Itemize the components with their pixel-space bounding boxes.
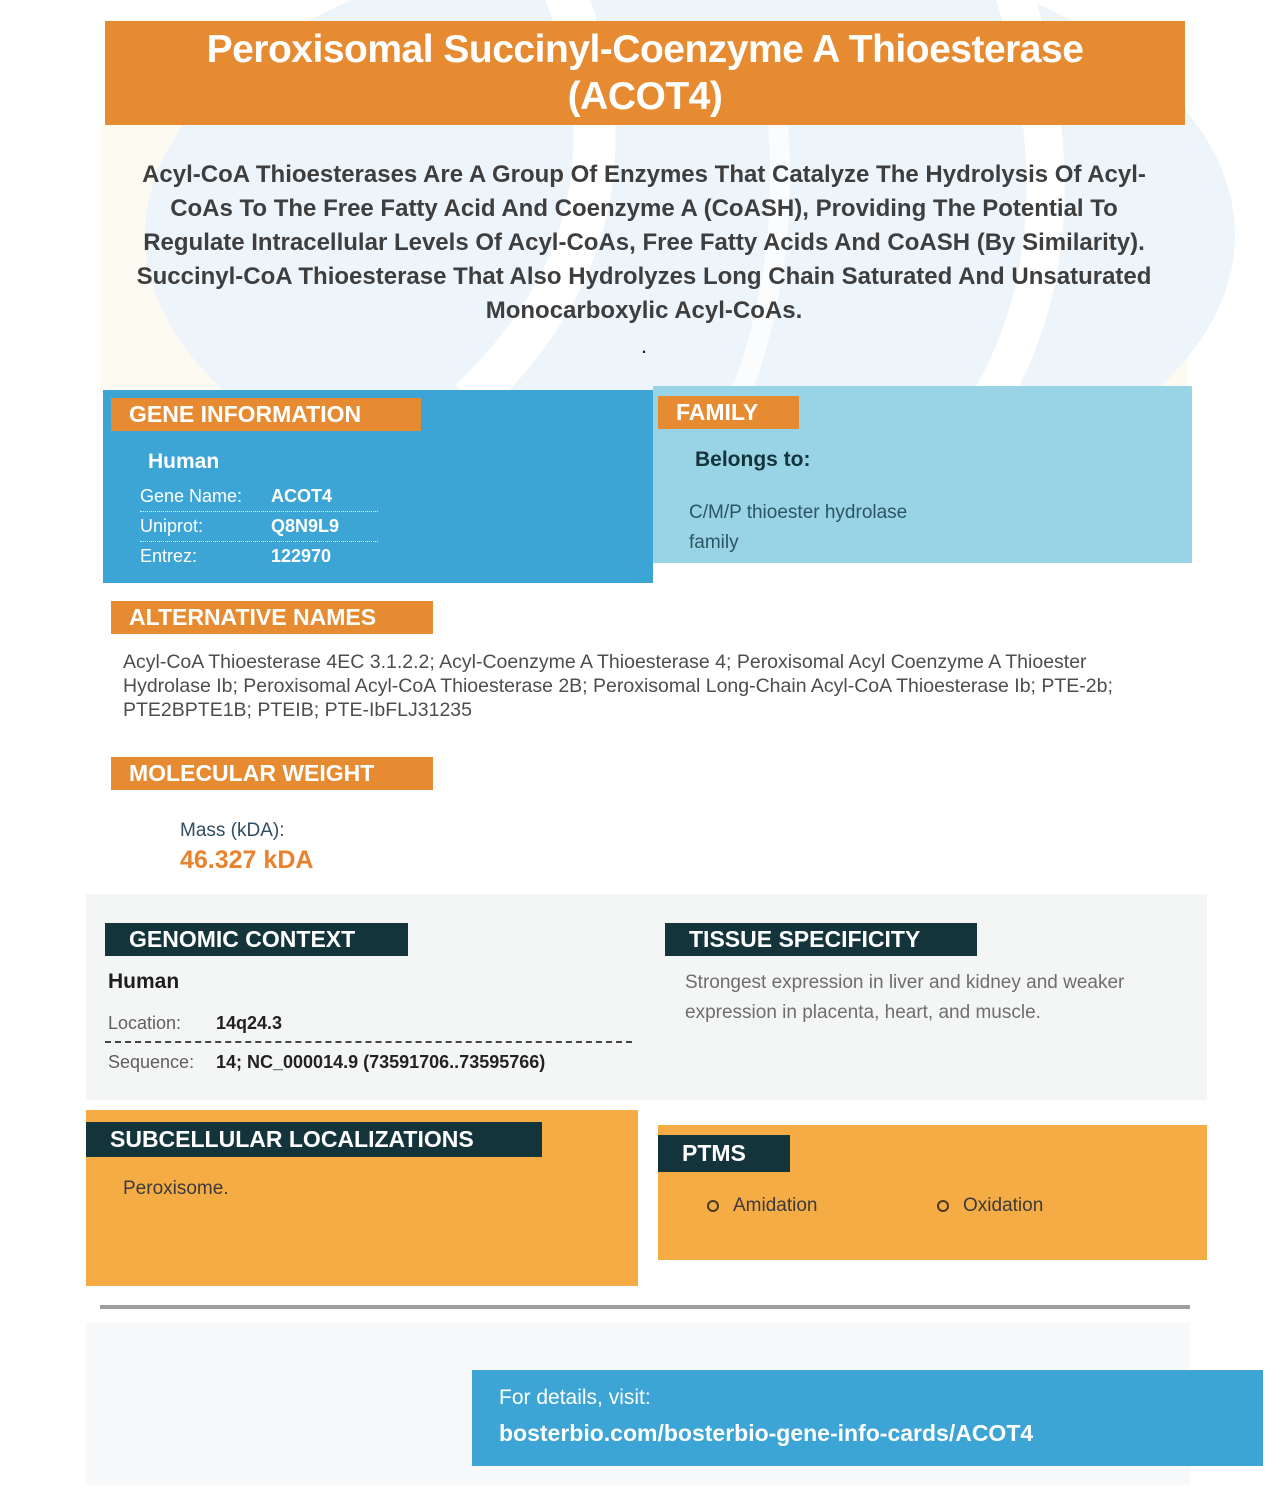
footer-prompt: For details, visit: [499, 1386, 651, 1409]
gene-name-label: Gene Name: [140, 486, 243, 506]
mass-value: 46.327 kDA [180, 846, 314, 874]
tissue-specificity-heading: TISSUE SPECIFICITY [665, 923, 977, 956]
sequence-label: Sequence: [108, 1051, 195, 1072]
page-title: Peroxisomal Succinyl-Coenzyme A Thioesterase (ACOT4) [206, 28, 1084, 118]
ptm-amidation-label: Amidation [733, 1195, 818, 1216]
gene-name-value: ACOT4 [271, 486, 333, 506]
table-row [108, 1010, 282, 1036]
location-label: Location: [108, 1012, 182, 1033]
tissue-specificity-text: Strongest expression in liver and kidney and weaker expression in placenta, heart, and muscle. [685, 972, 1125, 1023]
ptms-section [658, 1125, 1207, 1260]
gene-information-section [103, 390, 653, 583]
family-heading: FAMILY [658, 396, 799, 429]
footer-details-box [472, 1370, 1263, 1466]
alternative-names-text: Acyl-CoA Thioesterase 4EC 3.1.2.2; Acyl-Coenzyme A Thioesterase 4; Peroxisomal Acyl Coenzyme A Thioester Hydrolase Ib; Peroxisomal Acyl-CoA Thioesterase 2B; Peroxisomal Long-Chain Acyl-CoA Thioesterase Ib; PTE-2b; PTE2BPTE1B; PTEIB; PTE-IbFLJ31235 [123, 651, 1113, 721]
ptm-oxidation-label: Oxidation [963, 1195, 1044, 1216]
subcellular-localizations-section [86, 1110, 638, 1286]
species-label: Human [148, 450, 220, 473]
dashed-divider [105, 1041, 632, 1043]
molecular-weight-heading: MOLECULAR WEIGHT [111, 757, 433, 790]
family-value: C/M/P thioester hydrolase family [689, 502, 908, 553]
belongs-to-label: Belongs to: [695, 448, 811, 471]
mass-label: Mass (kDA): [180, 820, 285, 841]
table-row [140, 542, 378, 571]
subcellular-localizations-text: Peroxisome. [123, 1178, 229, 1199]
subcellular-localizations-heading: SUBCELLULAR LOCALIZATIONS [86, 1122, 542, 1157]
uniprot-label: Uniprot: [140, 516, 204, 536]
entrez-label: Entrez: [140, 546, 198, 566]
species-label: Human [108, 970, 180, 993]
ptms-items [707, 1195, 1167, 1217]
table-row [108, 1049, 545, 1075]
table-row [140, 482, 378, 512]
gene-information-rows [140, 482, 378, 571]
circle-bullet-icon [707, 1200, 719, 1212]
circle-bullet-icon [937, 1200, 949, 1212]
ptms-heading: PTMS [658, 1135, 790, 1172]
genomic-context-heading: GENOMIC CONTEXT [105, 923, 408, 956]
table-row [140, 512, 378, 542]
list-item [937, 1195, 1167, 1217]
footer-divider [100, 1305, 1190, 1309]
uniprot-value: Q8N9L9 [271, 516, 340, 536]
location-value: 14q24.3 [216, 1012, 283, 1033]
stray-dot: . [641, 340, 647, 357]
footer-panel [86, 1322, 1190, 1485]
list-item [707, 1195, 937, 1217]
sequence-value: 14; NC_000014.9 (73591706..73595766) [216, 1051, 546, 1072]
footer-url-link[interactable]: bosterbio.com/bosterbio-gene-info-cards/ACOT4 [499, 1420, 1034, 1446]
genomic-tissue-panel [86, 894, 1207, 1100]
entrez-value: 122970 [271, 546, 332, 566]
title-banner [105, 21, 1185, 125]
gene-information-heading: GENE INFORMATION [111, 398, 421, 431]
alternative-names-heading: ALTERNATIVE NAMES [111, 601, 433, 634]
gene-description: Acyl-CoA Thioesterases Are A Group Of Enzymes That Catalyze The Hydrolysis Of Acyl-CoAs To The Free Fatty Acid And Coenzyme A (CoASH), Providing The Potential To Regulate Intracellular Levels Of Acyl-CoAs, Free Fatty Acids And CoASH (By Similarity). Succinyl-CoA Thioesterase That Also Hydrolyzes Long Chain Saturated And Unsaturated Monocarboxylic Acyl-CoAs. [136, 161, 1152, 324]
family-section [653, 386, 1192, 563]
